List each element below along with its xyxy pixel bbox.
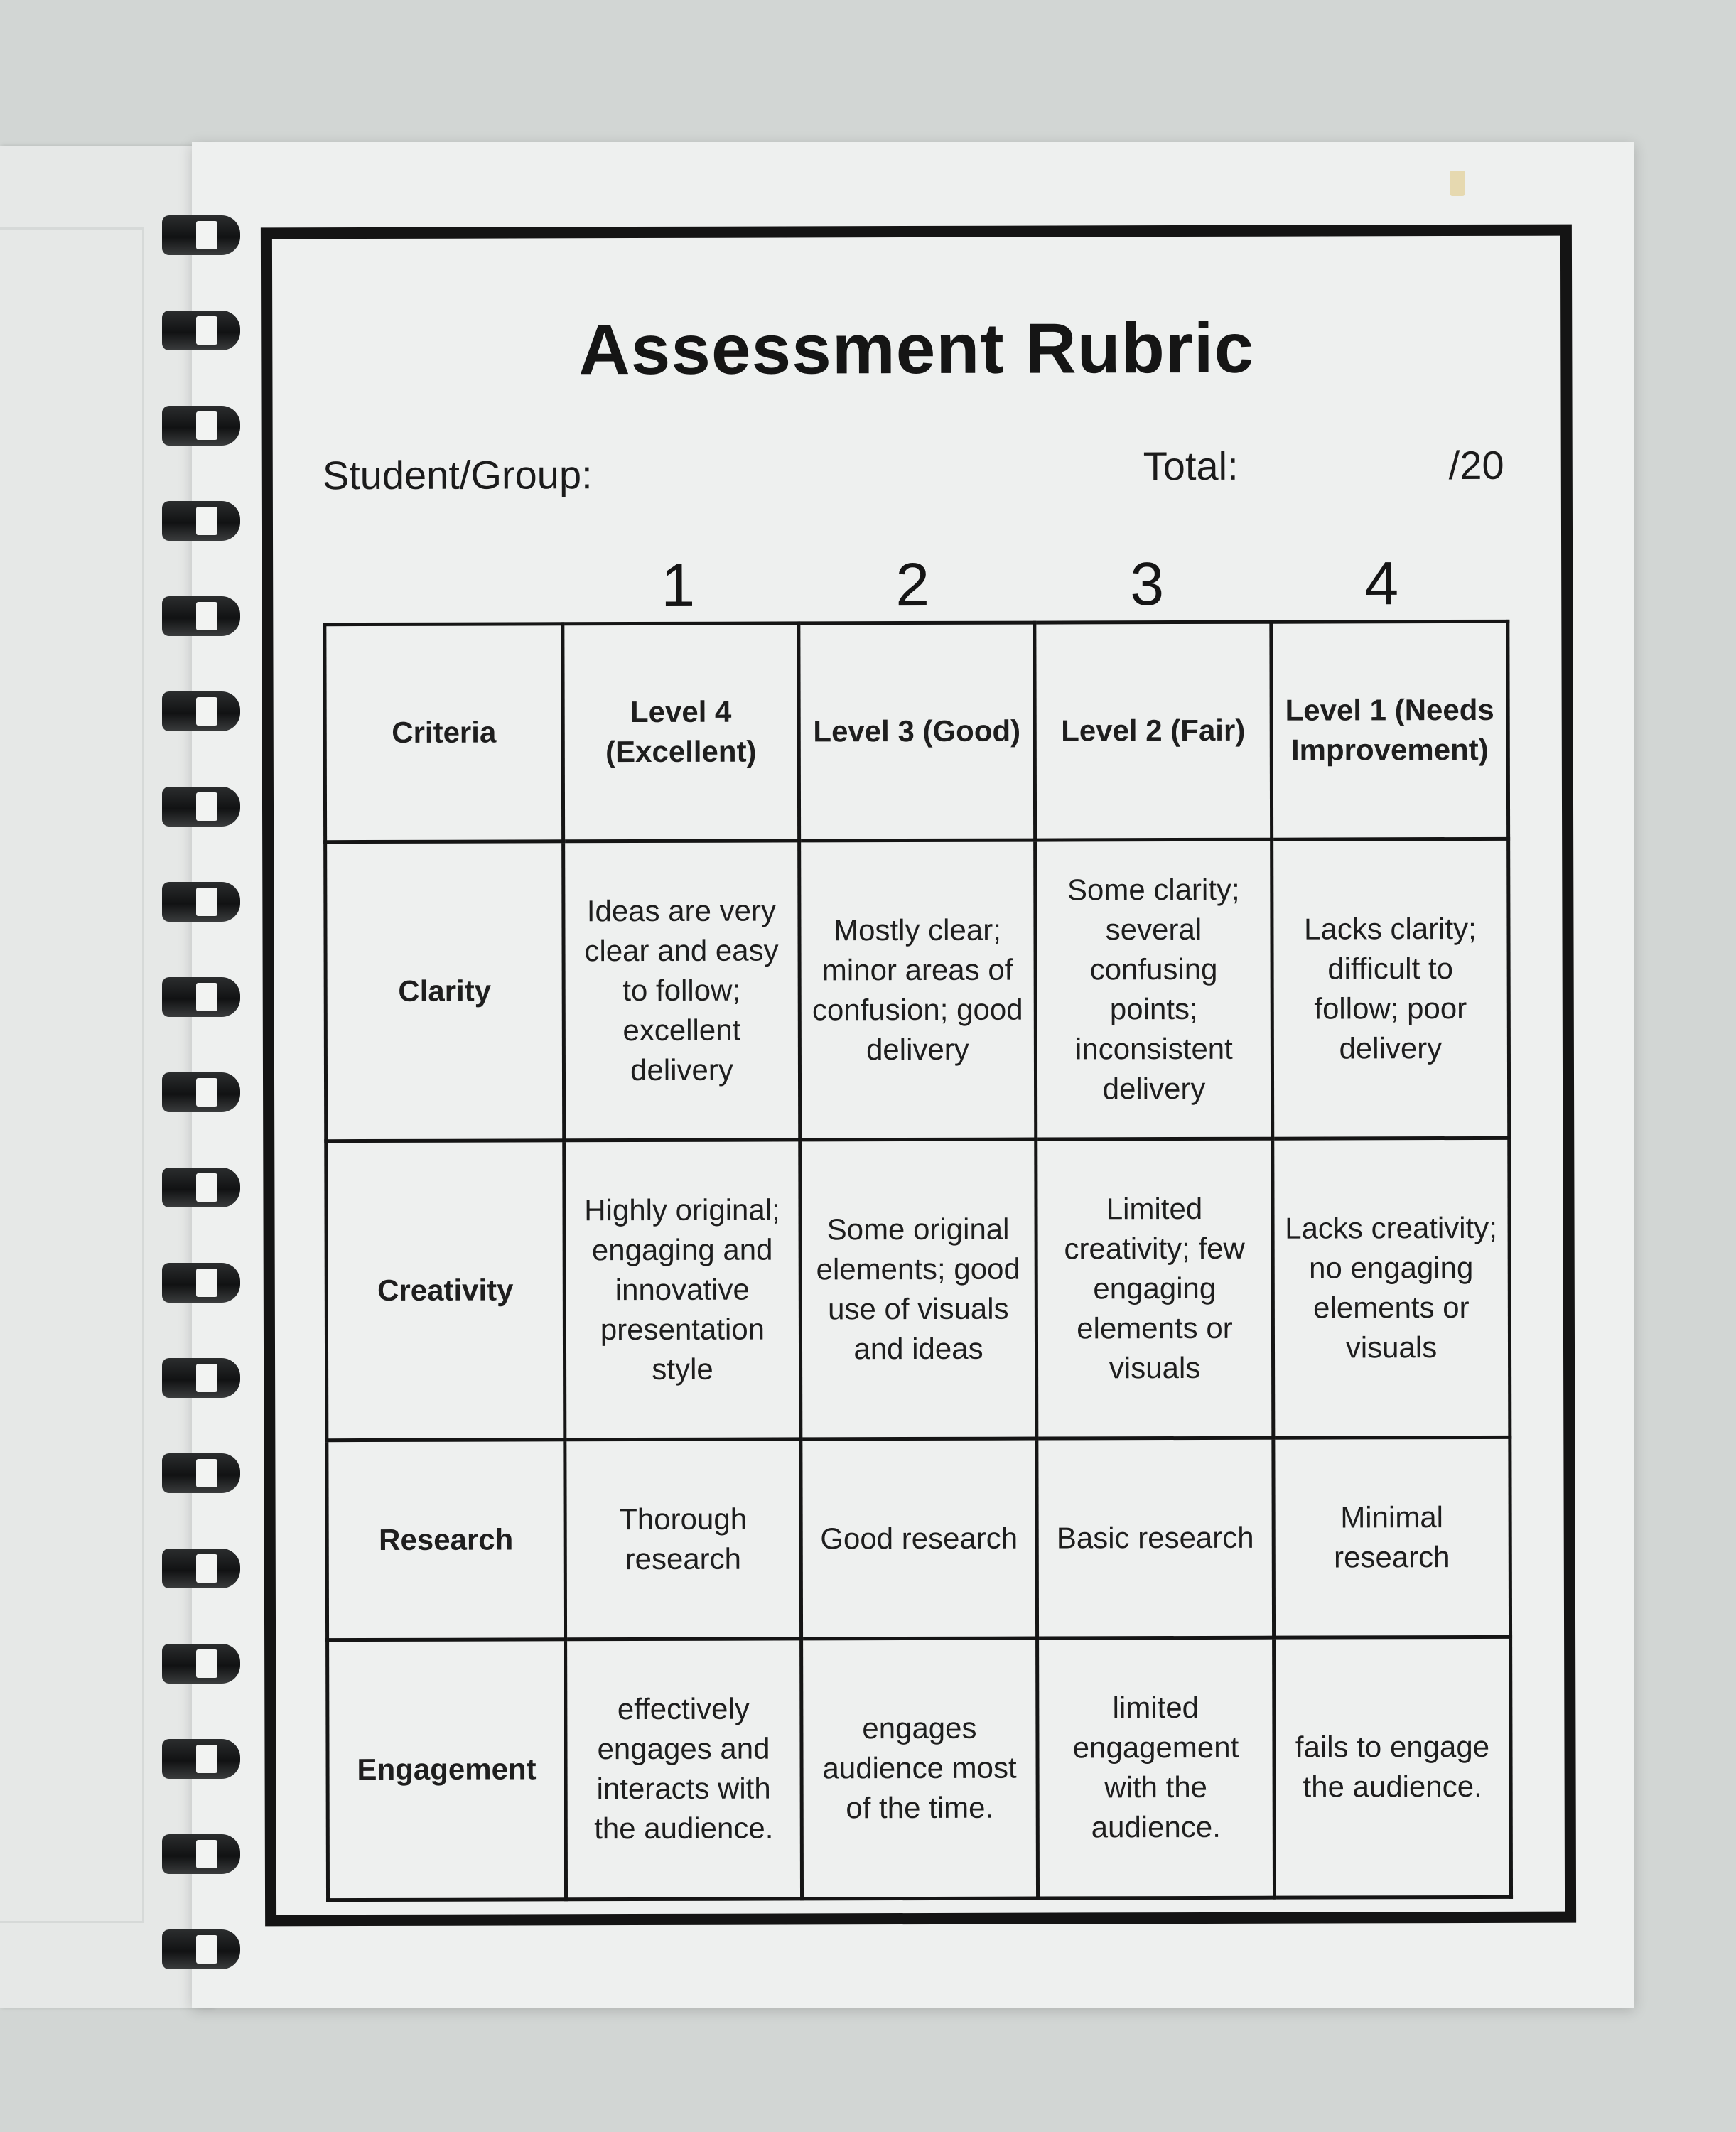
header-level-3: Level 3 (Good) <box>799 623 1035 841</box>
binding-coil <box>162 1448 240 1499</box>
total-max-score: /20 <box>1448 442 1504 488</box>
binding-coil <box>162 971 240 1023</box>
table-cell: engages audience most of the time. <box>802 1638 1038 1899</box>
header-level-2: Level 2 (Fair) <box>1035 622 1272 840</box>
column-number-1: 1 <box>661 551 696 620</box>
rubric-table <box>323 620 1513 1902</box>
table-cell: Thorough research <box>565 1439 802 1640</box>
binding-coil <box>162 400 240 451</box>
table-row <box>325 839 1509 1141</box>
table-cell: effectively engages and interacts with the audience. <box>566 1639 802 1900</box>
binding-coil <box>162 781 240 832</box>
table-row <box>326 1138 1510 1441</box>
table-cell: Limited creativity; few engaging elements or visuals <box>1036 1138 1273 1438</box>
binding-coil <box>162 495 240 547</box>
criterion-creativity: Creativity <box>326 1141 565 1441</box>
table-cell: Highly original; engaging and innovative presentation style <box>564 1140 801 1440</box>
table-cell: Mostly clear; minor areas of confusion; good delivery <box>799 840 1036 1140</box>
binding-coil <box>162 876 240 927</box>
binding-coil <box>162 1543 240 1594</box>
header-criteria: Criteria <box>325 624 564 842</box>
table-cell: Some original elements; good use of visuals and ideas <box>800 1139 1037 1439</box>
header-level-1: Level 1 (Needs Improvement) <box>1271 621 1509 839</box>
page-title: Assessment Rubric <box>578 308 1255 390</box>
table-cell: Some clarity; several confusing points; inconsistent delivery <box>1035 839 1273 1139</box>
table-row <box>327 1438 1511 1640</box>
binding-coil <box>162 1733 240 1784</box>
table-cell: Minimal research <box>1273 1438 1511 1638</box>
table-cell: Lacks creativity; no engaging elements or visuals <box>1273 1138 1510 1438</box>
total-label: Total: <box>1143 443 1239 489</box>
page-stain <box>1450 171 1465 196</box>
binding-coil <box>162 1352 240 1404</box>
column-number-3: 3 <box>1130 550 1165 619</box>
binding-coil <box>162 686 240 737</box>
table-row <box>328 1637 1511 1900</box>
table-cell: fails to engage the audience. <box>1274 1637 1511 1897</box>
table-cell: Ideas are very clear and easy to follow; excellent delivery <box>564 841 800 1141</box>
binding-coil <box>162 1162 240 1213</box>
binding-coil <box>162 305 240 356</box>
table-cell: Good research <box>801 1438 1037 1639</box>
binding-coil <box>162 1638 240 1689</box>
table-cell: Lacks clarity; difficult to follow; poor delivery <box>1272 839 1509 1138</box>
student-group-label: Student/Group: <box>322 452 593 498</box>
binding-coil <box>162 591 240 642</box>
criterion-engagement: Engagement <box>328 1640 566 1900</box>
table-cell: limited engagement with the audience. <box>1037 1637 1275 1898</box>
binding-coil <box>162 1829 240 1880</box>
binding-coil <box>162 1067 240 1118</box>
header-row <box>325 621 1509 841</box>
table-cell: Basic research <box>1037 1438 1274 1638</box>
column-number-4: 4 <box>1364 549 1399 618</box>
back-page-frame <box>0 227 144 1923</box>
binding-coil <box>162 210 240 261</box>
binding-coil <box>162 1257 240 1308</box>
criterion-clarity: Clarity <box>325 841 564 1141</box>
header-level-4: Level 4 (Excellent) <box>563 623 799 841</box>
column-number-2: 2 <box>895 550 930 620</box>
binding-coil <box>162 1924 240 1975</box>
criterion-research: Research <box>327 1440 566 1640</box>
rubric-frame <box>261 225 1576 1927</box>
